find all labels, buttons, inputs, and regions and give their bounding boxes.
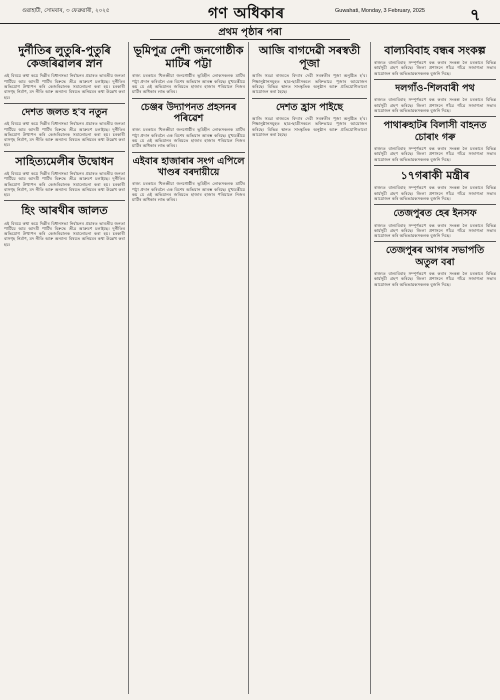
headline: দেশত জলত হ'ব নতুন [21, 106, 108, 118]
divider [4, 200, 125, 201]
divider [132, 98, 245, 99]
article-body: ৰাজ্যত বাল্যবিবাহ সম্পূৰ্ণৰূপে বন্ধ কৰাৰ সংকল্প লৈ চৰকাৰে বিভিন্ন কাৰ্যসূচী গ্ৰহণ কৰিছে। জিলা প্ৰশাসনে গাঁৱে গাঁৱে সজাগতা সভাৰ আয়োজন কৰি অভিভাৱকসকলক বুজনি দিছে। [374, 222, 496, 239]
article-body: ৰাজ্যত বাল্যবিবাহ সম্পূৰ্ণৰূপে বন্ধ কৰাৰ সংকল্প লৈ চৰকাৰে বিভিন্ন কাৰ্যসূচী গ্ৰহণ কৰিছে। জিলা প্ৰশাসনে গাঁৱে গাঁৱে সজাগতা সভাৰ আয়োজন কৰি অভিভাৱকসকলক বুজনি দিছে। [374, 60, 496, 76]
divider [252, 98, 367, 99]
article-body: ৰাজ্য চৰকাৰে খিলঞ্জীয়া জনগোষ্ঠীৰ ভূমিহীন লোকসকলক মাটিৰ পট্টা প্ৰদান কৰিবলৈ এক বিশেষ অভিযান আৰম্ভ কৰিছে। মুখ্যমন্ত্ৰীয়ে কয় যে এই অভিযানৰ জৰিয়তে হাজাৰ হাজাৰ পৰিয়ালে নিজৰ মাটিৰ অধিকাৰ লাভ কৰিব। [132, 127, 245, 149]
headline: সাহিত্যমেলীৰ উদ্বোধন [15, 154, 114, 168]
headline: বাল্যবিবাহ বন্ধৰ সংকল্প [384, 44, 486, 57]
article-body: ৰাজ্যত বাল্যবিবাহ সম্পূৰ্ণৰূপে বন্ধ কৰাৰ সংকল্প লৈ চৰকাৰে বিভিন্ন কাৰ্যসূচী গ্ৰহণ কৰিছে। জিলা প্ৰশাসনে গাঁৱে গাঁৱে সজাগতা সভাৰ আয়োজন কৰি অভিভাৱকসকলক বুজনি দিছে। [374, 271, 496, 287]
article-body: আজি সমগ্ৰ ৰাজ্যতে বিদ্যাৰ দেৱী সৰস্বতীৰ পূজা অনুষ্ঠিত হ'ব। শিক্ষানুষ্ঠানসমূহত ছাত্ৰ-ছাত্ৰীসকলে ভক্তিভাৱে পূজাৰ আয়োজন কৰিছে। বিভিন্ন স্থানত সাংস্কৃতিক অনুষ্ঠান আৰু প্ৰতিযোগিতাৰো আয়োজন কৰা হৈছে। [252, 73, 367, 95]
column-2 [132, 42, 245, 700]
page-header [0, 0, 500, 24]
column-4 [374, 42, 496, 700]
article-body: ৰাজ্যত বাল্যবিবাহ সম্পূৰ্ণৰূপে বন্ধ কৰাৰ সংকল্প লৈ চৰকাৰে বিভিন্ন কাৰ্যসূচী গ্ৰহণ কৰিছে। জিলা প্ৰশাসনে গাঁৱে গাঁৱে সজাগতা সভাৰ আয়োজন কৰি অভিভাৱকসকলক বুজনি দিছে। [374, 146, 496, 162]
headline: চেঞ্জৰ উদ্যাপনত প্ৰহসনৰ পৰিৱেশ [140, 101, 237, 124]
headline: ভূমিপুত্ৰ দেশী জনগোষ্ঠীক মাটিৰ পট্টা [133, 44, 244, 71]
page-number: ৭ [470, 7, 481, 24]
headline: ১৭গৰাকী মন্ত্ৰীৰ [400, 169, 470, 183]
divider [132, 152, 245, 153]
article-body: ৰাজ্য চৰকাৰে খিলঞ্জীয়া জনগোষ্ঠীৰ ভূমিহীন লোকসকলক মাটিৰ পট্টা প্ৰদান কৰিবলৈ এক বিশেষ অভিযান আৰম্ভ কৰিছে। মুখ্যমন্ত্ৰীয়ে কয় যে এই অভিযানৰ জৰিয়তে হাজাৰ হাজাৰ পৰিয়ালে নিজৰ মাটিৰ অধিকাৰ লাভ কৰিব। [132, 181, 245, 203]
headline: পাথাৰুহাটৰ বিলাসী বাহনত চোৰাং গৰু [383, 120, 487, 143]
column-rule [248, 42, 249, 694]
article-body: ৰাজ্যত বাল্যবিবাহ সম্পূৰ্ণৰূপে বন্ধ কৰাৰ সংকল্প লৈ চৰকাৰে বিভিন্ন কাৰ্যসূচী গ্ৰহণ কৰিছে। জিলা প্ৰশাসনে গাঁৱে গাঁৱে সজাগতা সভাৰ আয়োজন কৰি অভিভাৱকসকলক বুজনি দিছে। [374, 185, 496, 201]
article-body: এই বিষয়ে কথা কয়ে দিল্লীৰ বিধানসভা নিৰ্বাচনৰ প্ৰচাৰত ভাৰতীয় জনতা পাৰ্টিয়ে আম আদমী পাৰ্টিৰ বিৰুদ্ধে তীব্ৰ আক্ৰমণ চলাইছে। দুৰ্নীতিৰ অভিযোগ উত্থাপন কৰি কেজৰিৱালক সমালোচনা কৰা হয়। চৰকাৰী বাসগৃহ নিৰ্মাণ, মদ নীতি আৰু অন্যান্য বিষয়ত অনিয়মৰ কথা উল্লেখ কৰা হয়। [4, 220, 125, 247]
article-body: এই বিষয়ে কথা কয়ে দিল্লীৰ বিধানসভা নিৰ্বাচনৰ প্ৰচাৰত ভাৰতীয় জনতা পাৰ্টিয়ে আম আদমী পাৰ্টিৰ বিৰুদ্ধে তীব্ৰ আক্ৰমণ চলাইছে। দুৰ্নীতিৰ অভিযোগ উত্থাপন কৰি কেজৰিৱালক সমালোচনা কৰা হয়। চৰকাৰী বাসগৃহ নিৰ্মাণ, মদ নীতি আৰু অন্যান্য বিষয়ত অনিয়মৰ কথা উল্লেখ কৰা হয়। [4, 73, 125, 100]
divider [374, 204, 496, 205]
headline: দলগাঁও-শিলবাৰী পথ [395, 83, 475, 95]
headline: তেজপুৰৰ আগৰ সভাপতি অতুল বৰা [385, 245, 485, 268]
headline: আজি বাগদেৱী সৰস্বতী পূজা [258, 44, 361, 71]
date-right: Guwahati, Monday, 3 February, 2025 [335, 8, 425, 14]
column-rule [128, 42, 129, 694]
article-body: আজি সমগ্ৰ ৰাজ্যতে বিদ্যাৰ দেৱী সৰস্বতীৰ পূজা অনুষ্ঠিত হ'ব। শিক্ষানুষ্ঠানসমূহত ছাত্ৰ-ছাত্ৰীসকলে ভক্তিভাৱে পূজাৰ আয়োজন কৰিছে। বিভিন্ন স্থানত সাংস্কৃতিক অনুষ্ঠান আৰু প্ৰতিযোগিতাৰো আয়োজন কৰা হৈছে। [252, 115, 367, 137]
divider [374, 241, 496, 242]
continued-banner: প্ৰথম পৃষ্ঠাৰ পৰা [150, 25, 350, 40]
date-left: গুৱাহাটী, সোমবাৰ, ৩ ফেব্ৰুৱাৰী, ২০২৫ [22, 8, 110, 14]
headline: হিং আৰথীৰ জালত [21, 204, 108, 218]
article-body: এই বিষয়ে কথা কয়ে দিল্লীৰ বিধানসভা নিৰ্বাচনৰ প্ৰচাৰত ভাৰতীয় জনতা পাৰ্টিয়ে আম আদমী পাৰ্টিৰ বিৰুদ্ধে তীব্ৰ আক্ৰমণ চলাইছে। দুৰ্নীতিৰ অভিযোগ উত্থাপন কৰি কেজৰিৱালক সমালোচনা কৰা হয়। চৰকাৰী বাসগৃহ নিৰ্মাণ, মদ নীতি আৰু অন্যান্য বিষয়ত অনিয়মৰ কথা উল্লেখ কৰা হয়। [4, 170, 125, 198]
article-body: ৰাজ্যত বাল্যবিবাহ সম্পূৰ্ণৰূপে বন্ধ কৰাৰ সংকল্প লৈ চৰকাৰে বিভিন্ন কাৰ্যসূচী গ্ৰহণ কৰিছে। জিলা প্ৰশাসনে গাঁৱে গাঁৱে সজাগতা সভাৰ আয়োজন কৰি অভিভাৱকসকলক বুজনি দিছে। [374, 97, 496, 114]
divider [4, 151, 125, 152]
divider [374, 79, 496, 80]
headline: দেশত হ্ৰাস পাইছে [275, 101, 344, 113]
headline: তেজপুৰত হেৰ ইনসফ [393, 208, 477, 220]
article-body: ৰাজ্য চৰকাৰে খিলঞ্জীয়া জনগোষ্ঠীৰ ভূমিহীন লোকসকলক মাটিৰ পট্টা প্ৰদান কৰিবলৈ এক বিশেষ অভিযান আৰম্ভ কৰিছে। মুখ্যমন্ত্ৰীয়ে কয় যে এই অভিযানৰ জৰিয়তে হাজাৰ হাজাৰ পৰিয়ালে নিজৰ মাটিৰ অধিকাৰ লাভ কৰিব। [132, 73, 245, 95]
divider [374, 165, 496, 166]
article-body: এই বিষয়ে কথা কয়ে দিল্লীৰ বিধানসভা নিৰ্বাচনৰ প্ৰচাৰত ভাৰতীয় জনতা পাৰ্টিয়ে আম আদমী পাৰ্টিৰ বিৰুদ্ধে তীব্ৰ আক্ৰমণ চলাইছে। দুৰ্নীতিৰ অভিযোগ উত্থাপন কৰি কেজৰিৱালক সমালোচনা কৰা হয়। চৰকাৰী বাসগৃহ নিৰ্মাণ, মদ নীতি আৰু অন্যান্য বিষয়ত অনিয়মৰ কথা উল্লেখ কৰা হয়। [4, 121, 125, 148]
divider [4, 103, 125, 104]
column-rule [370, 42, 371, 694]
column-3 [252, 42, 367, 700]
divider [374, 116, 496, 117]
column-1 [4, 42, 125, 700]
headline: এইবাৰ হাজাৰাৰ সংগ এপিলে খাণ্ডৰ বৰদায়ীয়ে [132, 155, 245, 178]
masthead: গণ অধিকাৰ [208, 4, 285, 22]
headline: দুৰ্নীতিৰ লুতুৰি-পুতুৰি কেজৰিৱালৰ স্নান [18, 44, 111, 71]
